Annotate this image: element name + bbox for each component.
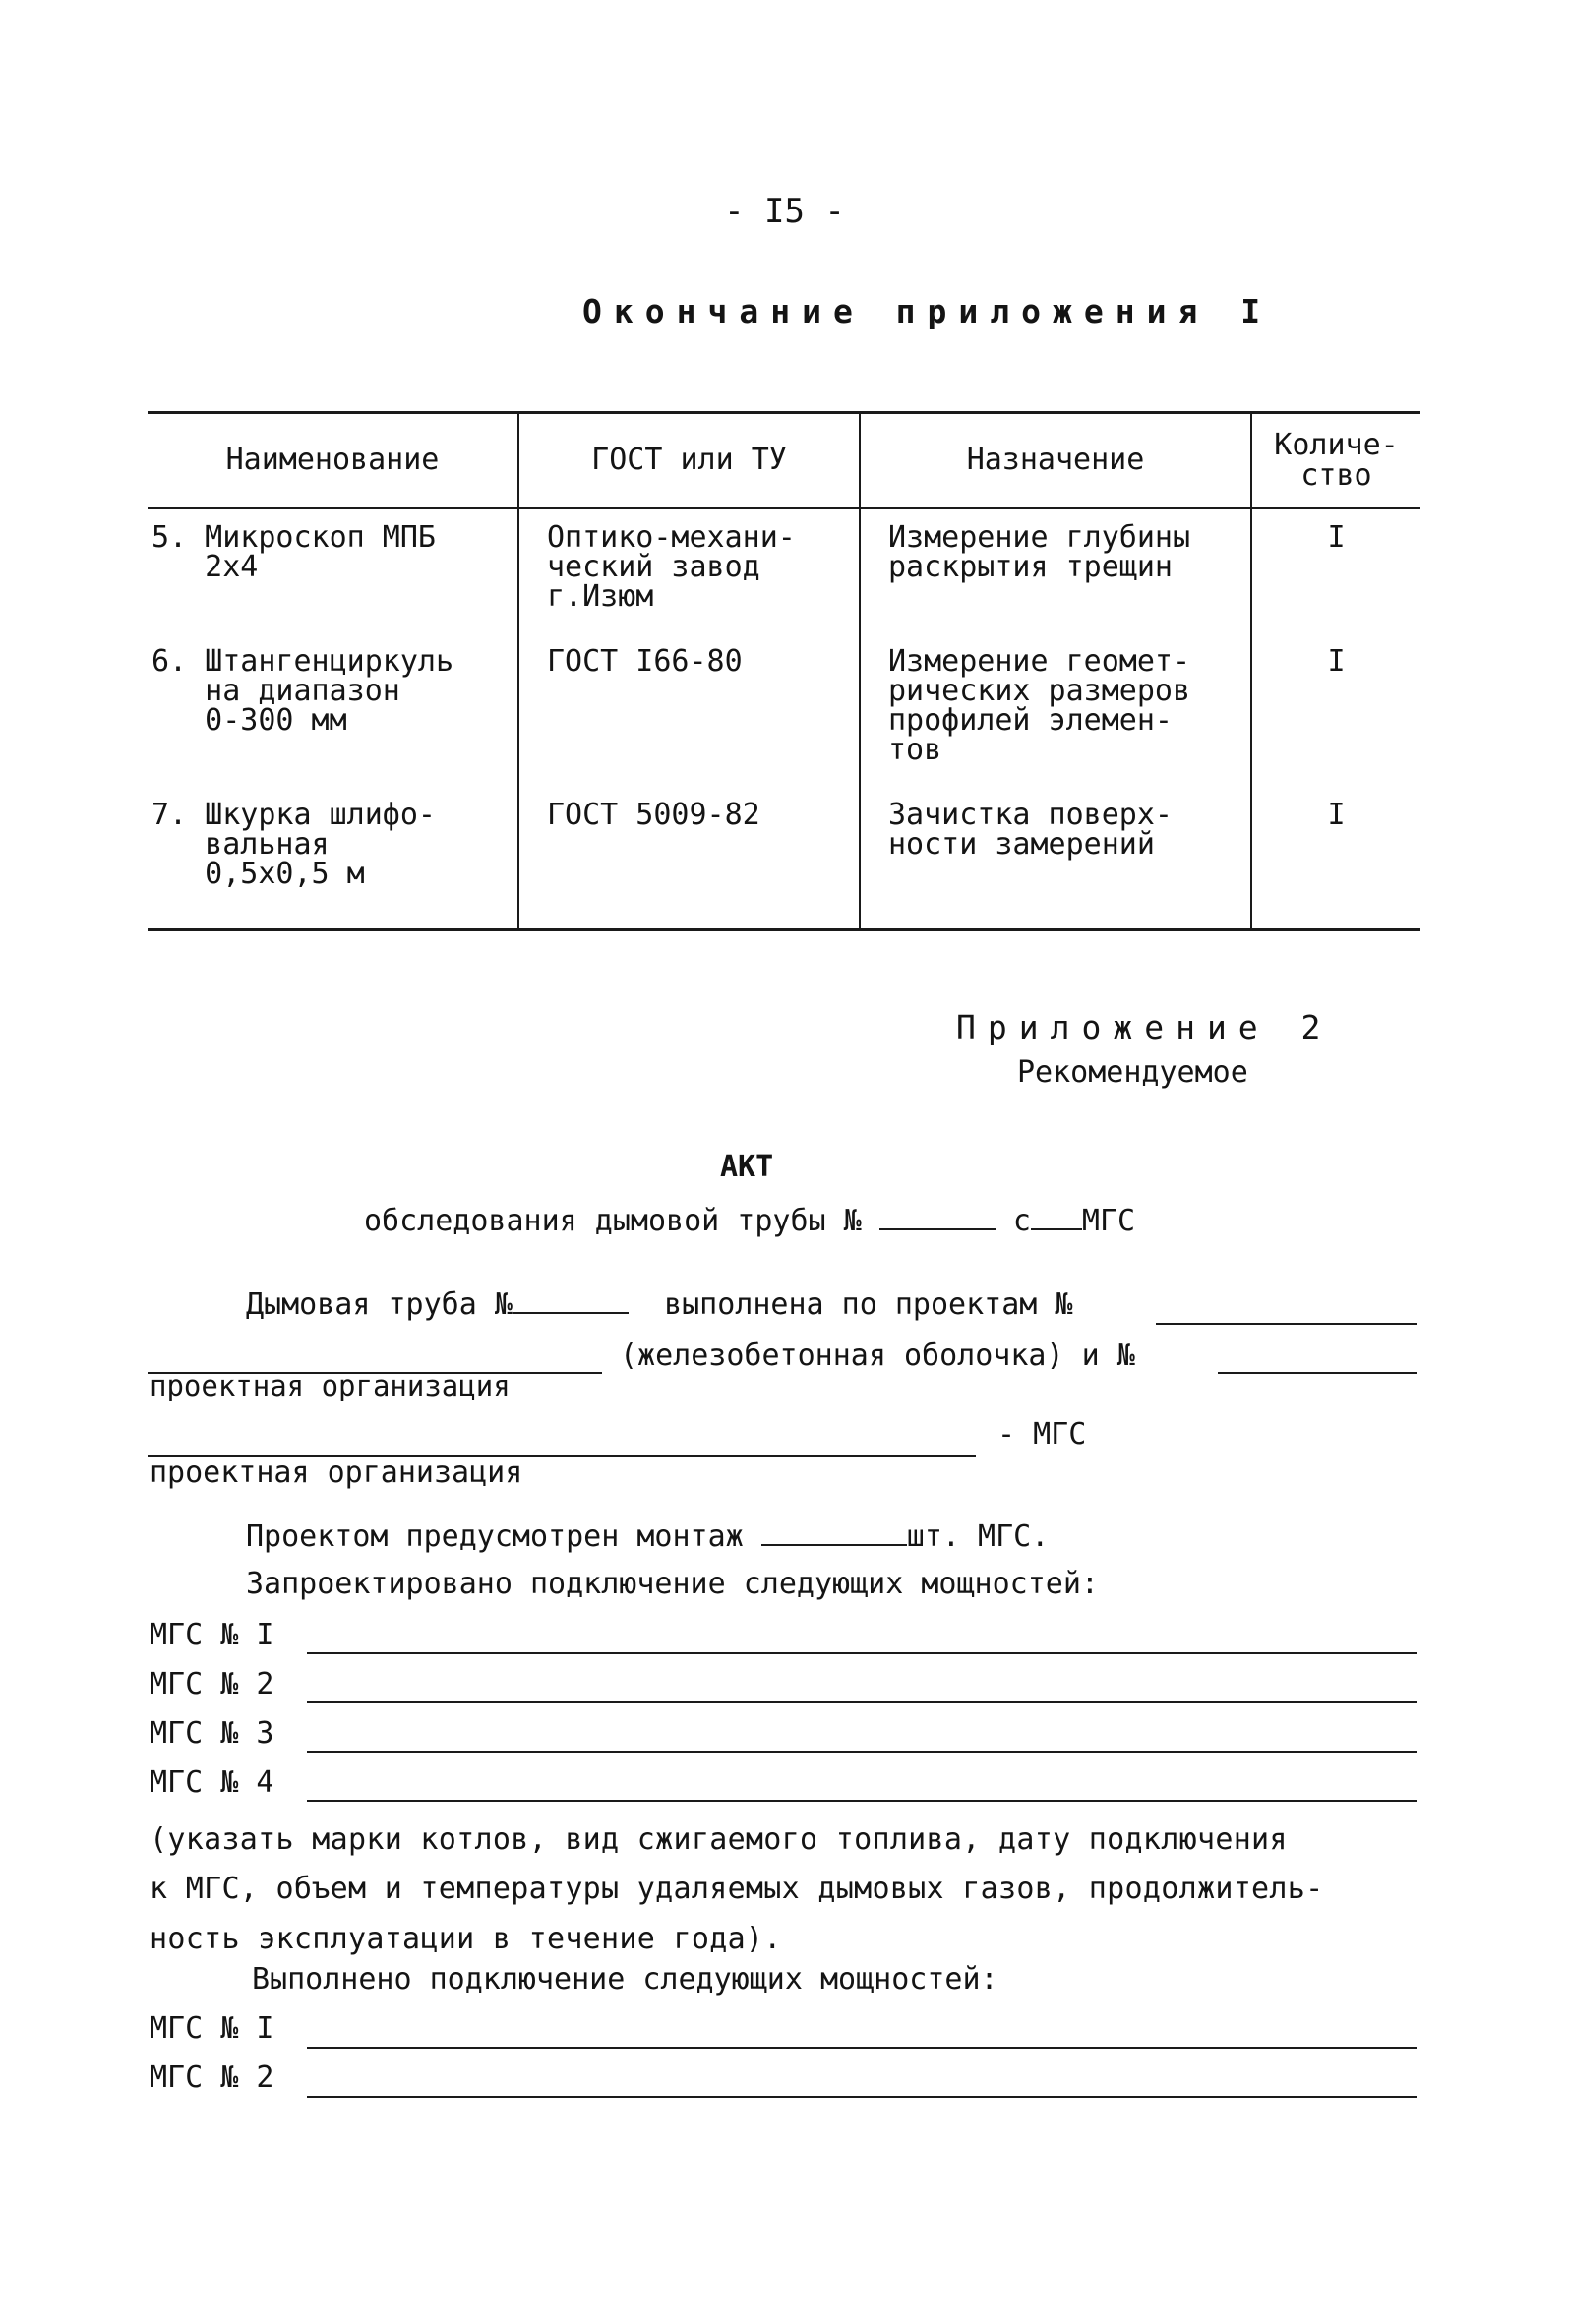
- cell-purpose: Измерение глубины раскрытия трещин: [860, 508, 1251, 634]
- mgs-designed-1-label: МГС № I: [150, 1618, 274, 1652]
- act-subtitle-suffix: МГС: [1081, 1204, 1136, 1238]
- designed-connections-heading: Запроектировано подключение следующих мощностей:: [246, 1567, 1099, 1601]
- equipment-table: [148, 411, 1420, 931]
- mgs-designed-2-label: МГС № 2: [150, 1667, 274, 1701]
- mgs-performed-1-label: МГС № I: [150, 2011, 274, 2046]
- act-subtitle-prefix: обследования дымовой трубы №: [364, 1204, 862, 1238]
- header-name: Наименование: [225, 443, 440, 478]
- cell-name: 7. Шкурка шлифо- вальная 0,5х0,5 м: [151, 798, 436, 891]
- mgs-number-blank[interactable]: [1031, 1203, 1082, 1230]
- project-number-line-2[interactable]: [1218, 1372, 1417, 1374]
- header-standard: ГОСТ или ТУ: [518, 413, 860, 508]
- design-org-label-1: проектная организация: [150, 1369, 511, 1402]
- cell-purpose: Измерение геомет- рических размеров профилей элемен- тов: [860, 633, 1251, 787]
- table-header-row: [148, 413, 1420, 508]
- page-number: - I5 -: [724, 192, 845, 231]
- chimney-number-blank-2[interactable]: [513, 1286, 629, 1314]
- cell-standard: ГОСТ I66-80: [518, 633, 860, 787]
- mgs-designed-2-line[interactable]: [307, 1701, 1417, 1703]
- table-row: [148, 633, 1420, 787]
- cell-name: 5. Микроскоп МПБ 2х4: [151, 520, 436, 584]
- header-quantity: Количе- ство: [1251, 413, 1420, 508]
- mgs-designed-1-line[interactable]: [307, 1652, 1417, 1654]
- cell-name: 6. Штангенциркуль на диапазон 0-300 мм: [151, 644, 454, 738]
- act-subtitle-mid: с: [1012, 1204, 1031, 1238]
- mgs-designed-4-label: МГС № 4: [150, 1765, 274, 1800]
- mgs-performed-2-label: МГС № 2: [150, 2060, 274, 2095]
- mgs-performed-2-line[interactable]: [307, 2096, 1417, 2098]
- performed-connections-heading: Выполнено подключение следующих мощностей:: [252, 1962, 998, 1996]
- line1-mid: выполнена по проектам №: [664, 1287, 1073, 1322]
- act-title: АКТ: [720, 1150, 774, 1184]
- mgs-designed-4-line[interactable]: [307, 1800, 1417, 1802]
- design-org-label-2: проектная организация: [150, 1456, 523, 1490]
- appendix2-subtitle: Рекомендуемое: [1017, 1055, 1248, 1090]
- table-row: [148, 508, 1420, 634]
- instruction-note: (указать марки котлов, вид сжигаемого топлива, дату подключения к МГС, объем и температуры удаляемых дымовых газов, продолжитель- ность эксплуатации в течение года).: [150, 1822, 1324, 1956]
- line2-mid: (железобетонная оболочка) и №: [620, 1339, 1135, 1373]
- mount-prefix: Проектом предусмотрен монтаж: [246, 1520, 744, 1554]
- appendix2-title: Приложение 2: [956, 1008, 1333, 1046]
- cell-qty: I: [1251, 787, 1420, 930]
- project-number-line[interactable]: [1156, 1323, 1417, 1325]
- cell-qty: I: [1251, 508, 1420, 634]
- line1-prefix: Дымовая труба №: [246, 1287, 513, 1322]
- chimney-number-blank[interactable]: [879, 1203, 996, 1230]
- act-subtitle: [364, 1203, 1135, 1239]
- mount-line: [246, 1519, 1049, 1555]
- mgs-designed-3-line[interactable]: [307, 1751, 1417, 1753]
- header-purpose: Назначение: [860, 413, 1251, 508]
- mgs-suffix: - МГС: [997, 1417, 1087, 1452]
- cell-qty: I: [1251, 633, 1420, 787]
- mgs-designed-3-label: МГС № 3: [150, 1716, 274, 1751]
- appendix1-end-title: Окончание приложения I: [582, 292, 1273, 330]
- cell-standard: Оптико-механи- ческий завод г.Изюм: [518, 508, 860, 634]
- mgs-performed-1-line[interactable]: [307, 2047, 1417, 2049]
- cell-standard: ГОСТ 5009-82: [518, 787, 860, 930]
- mount-suffix: шт. МГС.: [906, 1520, 1050, 1554]
- table-row: [148, 787, 1420, 930]
- line1: [246, 1286, 1072, 1323]
- cell-purpose: Зачистка поверх- ности замерений: [860, 787, 1251, 930]
- mount-count-blank[interactable]: [761, 1519, 907, 1546]
